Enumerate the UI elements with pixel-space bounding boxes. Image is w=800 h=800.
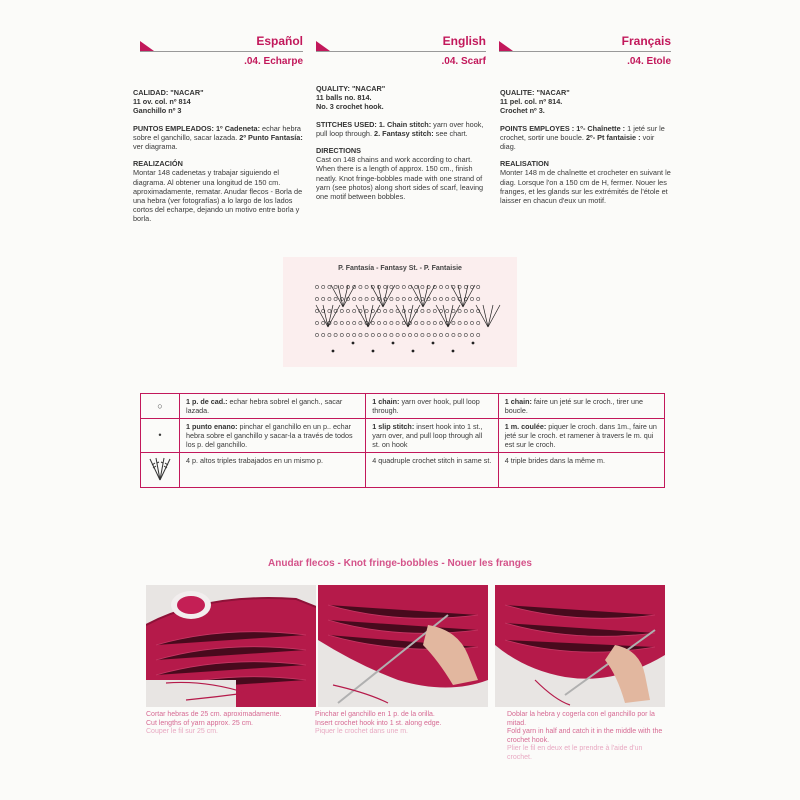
legend-label: 1 chain: bbox=[372, 397, 400, 406]
stitches-label-fr: POINTS EMPLOYES : 1º- Chaînette : bbox=[500, 123, 626, 133]
legend-label: 1 slip stitch: bbox=[372, 422, 415, 431]
quality-es: CALIDAD: "NACAR" bbox=[133, 88, 204, 97]
legend-cell-es bbox=[180, 394, 366, 419]
caption-es: Doblar la hebra y cogerla con el ganchillo por la mitad. bbox=[507, 711, 655, 727]
column-en bbox=[316, 84, 488, 209]
fan-stitch-mark bbox=[396, 305, 420, 327]
directions-label-en: DIRECTIONS bbox=[316, 146, 361, 156]
directions-text-es: Montar 148 cadenetas y trabajar siguiendo el diagrama. Al obtener una longitud de 150 cm. aproximadamente, rematar. Anudar flecos - Borla de una hebra (ver fotografías) a lo largo de los lados cortos del echarpe, dejando un motivo entre borla y borla. bbox=[133, 168, 303, 224]
chart-title: P. Fantasía - Fantasy St. - P. Fantaisie bbox=[338, 265, 462, 272]
chain-symbol-icon: ○ bbox=[141, 394, 180, 419]
legend-label: 1 chain: bbox=[504, 397, 532, 406]
caption-en: Cut lengths of yarn approx. 25 cm. bbox=[146, 719, 253, 727]
header-es bbox=[140, 28, 303, 52]
stitches-text2-es: ver diagrama. bbox=[133, 142, 178, 152]
header-en bbox=[316, 28, 486, 52]
directions-text-fr: Monter 148 m de chaînette et crocheter en suivant le diag. Lorsque l'on a 150 cm de H, fermer. Nouer les franges, et les glands sur les extrémités de l'étole et laisser en chacun d'eux un motif. bbox=[500, 168, 671, 206]
stitches-label-es: PUNTOS EMPLEADOS: 1º Cadeneta: bbox=[133, 123, 261, 133]
legend-text: pinchar el ganchillo en un p.. echar hebra sobre el ganchillo y sacar-la a través de todos los p. del ganchillo. bbox=[186, 422, 353, 449]
caption-fr: Piquer le crochet dans une m. bbox=[315, 728, 408, 736]
slip-stitch-symbol-icon: • bbox=[141, 419, 180, 453]
lang-label-es: Español bbox=[256, 34, 303, 48]
legend-cell-es bbox=[180, 419, 366, 453]
table-row bbox=[141, 453, 665, 488]
photo-step-2 bbox=[318, 585, 488, 707]
legend-cell-en bbox=[366, 394, 498, 419]
photo-step-1 bbox=[146, 585, 316, 707]
stitches-label-en: STITCHES USED: 1. Chain stitch: bbox=[316, 119, 432, 129]
stitch-legend-table bbox=[140, 393, 665, 488]
caption-step-1 bbox=[146, 711, 326, 737]
legend-text: yarn over hook, pull loop through. bbox=[372, 397, 480, 415]
legend-text: faire un jeté sur le croch., tirer une boucle. bbox=[504, 397, 643, 415]
directions-label-fr: REALISATION bbox=[500, 159, 549, 169]
caption-fr: Plier le fil en deux et le prendre à l'aide d'un crochet. bbox=[507, 745, 643, 761]
quality-en: QUALITY: "NACAR" bbox=[316, 84, 386, 93]
legend-label: 1 punto enano: bbox=[186, 422, 238, 431]
balls-en: 11 balls no. 814. bbox=[316, 93, 372, 103]
quality-fr: QUALITE: "NACAR" bbox=[500, 88, 570, 97]
fan-stitch-mark bbox=[371, 285, 395, 307]
caption-step-2 bbox=[315, 711, 495, 737]
stitch-chart bbox=[283, 257, 517, 367]
legend-label: 1 p. de cad.: bbox=[186, 397, 228, 406]
hook-es: Ganchillo nº 3 bbox=[133, 106, 182, 116]
legend-cell-es: 4 p. altos triples trabajados en un mismo p. bbox=[180, 453, 366, 488]
directions-text-en: Cast on 148 chains and work according to chart. When there is a length of approx. 150 cm., finish neatly. Knot fringe-bobbles made with one strand of yarn (see photos) along short sides of scarf, leaving one motif between bobbles. bbox=[316, 155, 484, 202]
triangle-marker-icon bbox=[316, 41, 330, 51]
legend-cell-fr: 4 triple brides dans la même m. bbox=[498, 453, 664, 488]
photo-step-3 bbox=[495, 585, 665, 707]
balls-es: 11 ov. col. nº 814 bbox=[133, 97, 191, 107]
caption-en: Insert crochet hook into 1 st. along edge. bbox=[315, 719, 442, 727]
lang-label-fr: Français bbox=[621, 34, 671, 48]
directions-label-es: REALIZACIÓN bbox=[133, 159, 183, 169]
legend-cell-en bbox=[366, 419, 498, 453]
fan-stitch-symbol-icon bbox=[141, 453, 180, 488]
table-row bbox=[141, 394, 665, 419]
lang-label-en: English bbox=[442, 34, 486, 48]
triangle-marker-icon bbox=[140, 41, 154, 51]
table-row bbox=[141, 419, 665, 453]
title-es: .04. Echarpe bbox=[244, 56, 303, 67]
caption-es: Cortar hebras de 25 cm. aproximadamente. bbox=[146, 711, 282, 718]
stitches-label2-en: 2. Fantasy stitch: bbox=[374, 128, 434, 138]
hook-fr: Crochet nº 3. bbox=[500, 106, 545, 116]
stitch-diagram bbox=[283, 257, 517, 367]
triangle-marker-icon bbox=[499, 41, 513, 51]
stitches-label2-fr: 2º- Pt fantaisie : bbox=[586, 132, 641, 142]
legend-text: insert hook into 1 st., yarn over, and pull loop through all st. on hook bbox=[372, 422, 483, 449]
column-fr bbox=[500, 88, 672, 213]
legend-cell-fr bbox=[498, 394, 664, 419]
legend-cell-en: 4 quadruple crochet stitch in same st. bbox=[366, 453, 498, 488]
stitches-text-fr: 1 jeté sur le crochet, sortir une boucle. bbox=[500, 123, 665, 142]
column-es bbox=[133, 88, 305, 232]
legend-text: piquer le croch. dans 1m., faire un jeté sur le croch. et ramener à travers le m. qui est sur le croch. bbox=[504, 422, 657, 449]
caption-es: Pinchar el ganchillo en 1 p. de la orilla. bbox=[315, 711, 435, 718]
title-en: .04. Scarf bbox=[441, 56, 486, 67]
legend-cell-fr bbox=[498, 419, 664, 453]
stitches-text-en: yarn over hook, pull loop through. bbox=[316, 119, 484, 138]
stitches-label2-es: 2º Punto Fantasía: bbox=[239, 132, 303, 142]
header-fr bbox=[499, 28, 671, 52]
caption-step-3 bbox=[507, 711, 667, 763]
title-fr: .04. Etole bbox=[627, 56, 671, 67]
stitches-text2-fr: voir diag. bbox=[500, 132, 655, 152]
stitches-text-es: echar hebra sobre el ganchillo, sacar lazada. bbox=[133, 123, 301, 142]
stitches-text2-en: see chart. bbox=[435, 128, 468, 138]
caption-en: Fold yarn in half and catch it in the middle with the crochet hook. bbox=[507, 728, 663, 744]
balls-fr: 11 pel. col. nº 814. bbox=[500, 97, 563, 107]
legend-label: 1 m. coulée: bbox=[504, 422, 547, 431]
legend-text: echar hebra sobrel el ganch., sacar lazada. bbox=[186, 397, 343, 415]
hook-en: No. 3 crochet hook. bbox=[316, 102, 384, 112]
fringe-title: Anudar flecos - Knot fringe-bobbles - Nouer les franges bbox=[268, 558, 532, 569]
caption-fr: Couper le fil sur 25 cm. bbox=[146, 728, 218, 736]
